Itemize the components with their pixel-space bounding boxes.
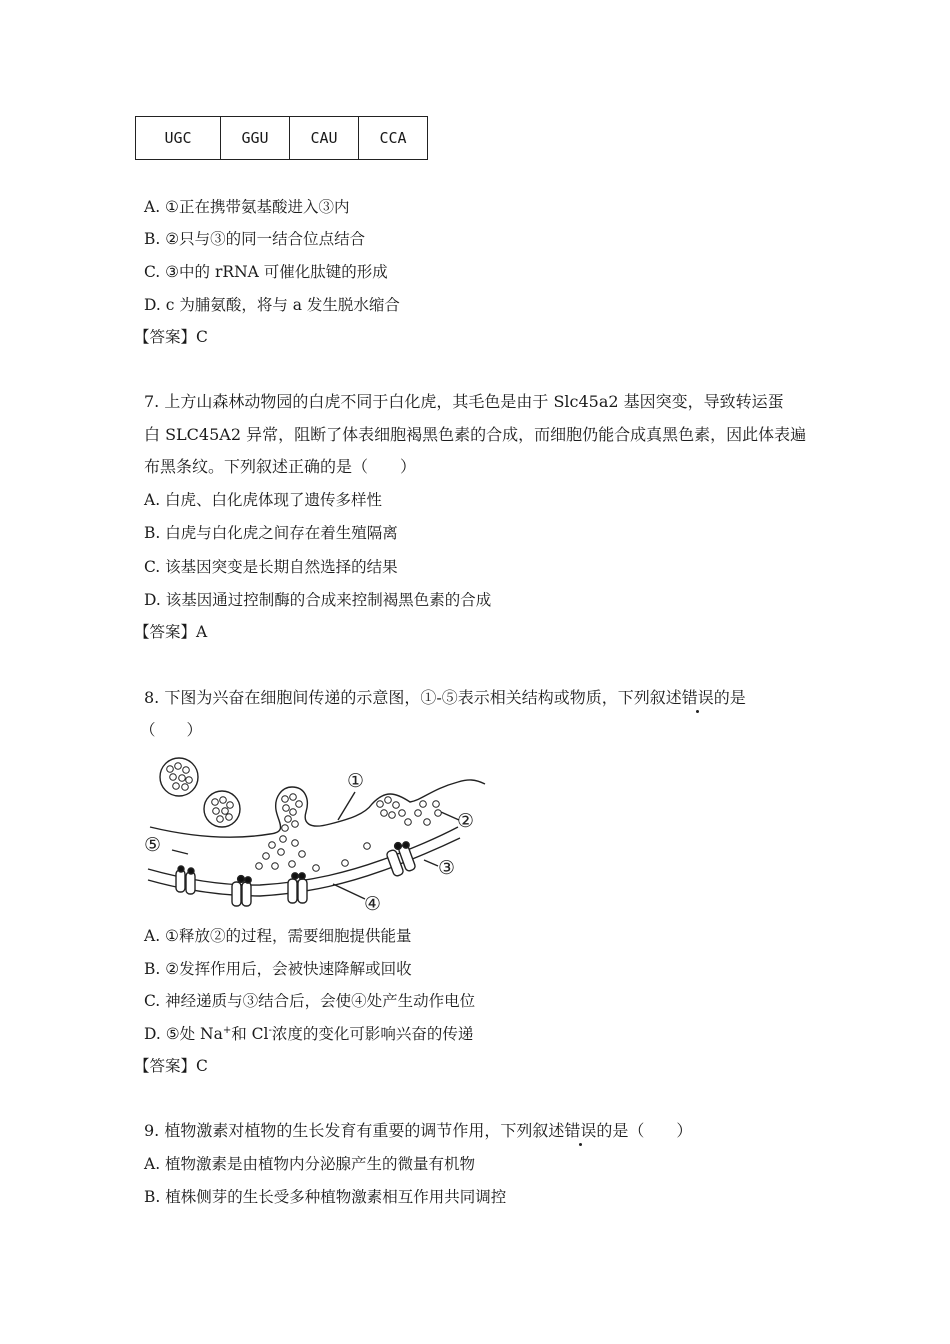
q8-option-d-part: D. ⑤处 Na xyxy=(144,1025,223,1043)
label-5: ⑤ xyxy=(144,834,162,856)
label-2: ② xyxy=(457,810,475,832)
presynaptic-membrane xyxy=(150,780,485,837)
codon-cell: GGU xyxy=(221,117,290,160)
label-4: ④ xyxy=(364,893,382,915)
chloride-charge: - xyxy=(268,1024,272,1036)
label-1: ① xyxy=(347,770,365,792)
sodium-charge: + xyxy=(222,1024,232,1036)
q8-stem-prefix: 8. 下图为兴奋在细胞间传递的示意图，①-⑤表示相关结构或物质，下列叙述 xyxy=(144,688,682,707)
q7-stem-line2: 白 SLC45A2 异常，阻断了体表细胞褐黑色素的合成，而细胞仍能合成真黑色素，因此体表遍 xyxy=(144,425,807,444)
q9-stem-emphasis: 错误 xyxy=(564,1121,597,1140)
codon-cell: CAU xyxy=(290,117,359,160)
q8-option-a: A. ①释放②的过程，需要细胞提供能量 xyxy=(144,927,412,945)
q6-option-c: C. ③中的 rRNA 可催化肽键的形成 xyxy=(144,263,388,281)
q8-stem-line1 xyxy=(144,687,746,709)
q6-option-a: A. ①正在携带氨基酸进入③内 xyxy=(144,198,350,216)
q8-option-d-part: 浓度的变化可影响兴奋的传递 xyxy=(271,1025,474,1043)
codon-cell: UGC xyxy=(136,117,221,160)
q8-option-d xyxy=(144,1023,473,1045)
q9-stem-suffix: 的是（ ） xyxy=(596,1121,693,1140)
q8-option-b: B. ②发挥作用后，会被快速降解或回收 xyxy=(144,960,412,978)
q8-answer: 【答案】C xyxy=(134,1057,208,1075)
synapse-diagram xyxy=(140,742,500,922)
q6-option-b: B. ②只与③的同一结合位点结合 xyxy=(144,230,366,248)
q6-answer: 【答案】C xyxy=(134,328,208,346)
q7-option-d: D. 该基因通过控制酶的合成来控制褐黑色素的合成 xyxy=(144,591,492,609)
codon-cell: CCA xyxy=(359,117,428,160)
q8-stem-suffix: 的是 xyxy=(713,688,746,707)
receptor-channel xyxy=(386,842,416,877)
q7-option-c: C. 该基因突变是长期自然选择的结果 xyxy=(144,558,398,576)
receptor-channel xyxy=(176,866,195,894)
leader-line-5 xyxy=(172,850,188,854)
q8-stem-emphasis: 错误 xyxy=(681,688,714,707)
q9-stem-prefix: 9. 植物激素对植物的生长发育有重要的调节作用，下列叙述 xyxy=(144,1121,565,1140)
q7-stem-line1: 7. 上方山森林动物园的白虎不同于白化虎，其毛色是由于 Slc45a2 基因突变，导致转运蛋 xyxy=(144,392,784,411)
q9-stem xyxy=(144,1120,692,1142)
receptor-channel xyxy=(288,873,307,903)
leader-line-4 xyxy=(333,884,365,899)
q8-option-d-part: 和 Cl xyxy=(231,1025,269,1043)
q6-option-d: D. c 为脯氨酸，将与 a 发生脱水缩合 xyxy=(144,296,400,314)
q9-option-b: B. 植株侧芽的生长受多种植物激素相互作用共同调控 xyxy=(144,1188,507,1206)
leader-line-1 xyxy=(338,792,355,820)
q7-answer: 【答案】A xyxy=(134,623,208,641)
codon-table xyxy=(135,116,428,160)
q7-stem-line3: 布黑条纹。下列叙述正确的是（ ） xyxy=(144,457,417,476)
leader-line-3 xyxy=(424,860,438,866)
receptor-channel xyxy=(232,876,251,906)
q8-option-c: C. 神经递质与③结合后，会使④处产生动作电位 xyxy=(144,992,476,1010)
q7-option-a: A. 白虎、白化虎体现了遗传多样性 xyxy=(144,491,383,509)
q8-stem-line2: （ ） xyxy=(140,721,203,739)
q9-option-a: A. 植物激素是由植物内分泌腺产生的微量有机物 xyxy=(144,1155,476,1173)
label-3: ③ xyxy=(438,857,456,879)
q7-option-b: B. 白虎与白化虎之间存在着生殖隔离 xyxy=(144,524,398,542)
